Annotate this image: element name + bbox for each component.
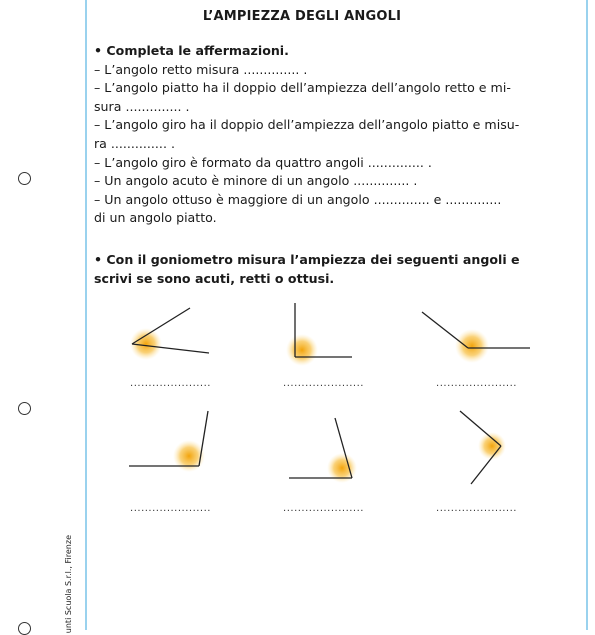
exercise-measure	[94, 251, 552, 288]
statement-line: – L’angolo giro ha il doppio dell’ampiezza dell’angolo piatto e misu-	[94, 117, 520, 133]
angle-1-acute	[130, 308, 209, 360]
angle-4-acute	[129, 411, 208, 472]
exercise-heading: • Con il goniometro misura l’ampiezza dei seguenti angoli e	[94, 252, 520, 267]
angle-2-right	[286, 303, 352, 366]
statement-line: – Un angolo acuto è minore di un angolo .............. .	[94, 173, 418, 189]
answer-blank-4[interactable]: ......................	[130, 503, 211, 514]
binder-hole-middle	[18, 402, 31, 415]
binder-hole-bottom	[18, 622, 31, 635]
statement-line: di un angolo piatto.	[94, 210, 217, 226]
angle-3-obtuse	[422, 312, 530, 363]
exercise-completion	[94, 42, 552, 228]
binder-hole-top	[18, 172, 31, 185]
statement-line: – L’angolo retto misura .............. .	[94, 61, 308, 77]
answer-blank-1[interactable]: ......................	[130, 378, 211, 389]
angle-3-ray-a	[422, 312, 468, 348]
angle-2-arc	[286, 334, 318, 366]
statement-line: – L’angolo giro è formato da quattro angoli .............. .	[94, 154, 432, 170]
page-title: L’AMPIEZZA DEGLI ANGOLI	[202, 9, 402, 24]
page-border-right	[586, 0, 588, 630]
angle-5-acute	[289, 418, 357, 483]
answer-blank-3[interactable]: ......................	[436, 378, 517, 389]
angle-6-right	[460, 411, 506, 484]
statement-line: – Un angolo ottuso è maggiore di un angolo .............. e ..............	[94, 191, 502, 207]
exercise-heading: • Completa le affermazioni.	[94, 43, 289, 58]
answer-blank-5[interactable]: ......................	[283, 503, 364, 514]
statement-line: ra .............. .	[94, 135, 175, 151]
answer-blank-2[interactable]: ......................	[283, 378, 364, 389]
answer-blank-6[interactable]: ......................	[436, 503, 517, 514]
angle-3-arc	[455, 329, 489, 363]
angle-6-arc	[478, 432, 506, 460]
publisher-credit: unti Scuola S.r.l., Firenze	[64, 535, 73, 634]
angles-figure	[86, 290, 586, 510]
statement-line: sura .............. .	[94, 98, 190, 114]
statement-line: – L’angolo piatto ha il doppio dell’ampiezza dell’angolo retto e mi-	[94, 80, 511, 96]
exercise-heading-cont: scrivi se sono acuti, retti o ottusi.	[94, 270, 335, 286]
